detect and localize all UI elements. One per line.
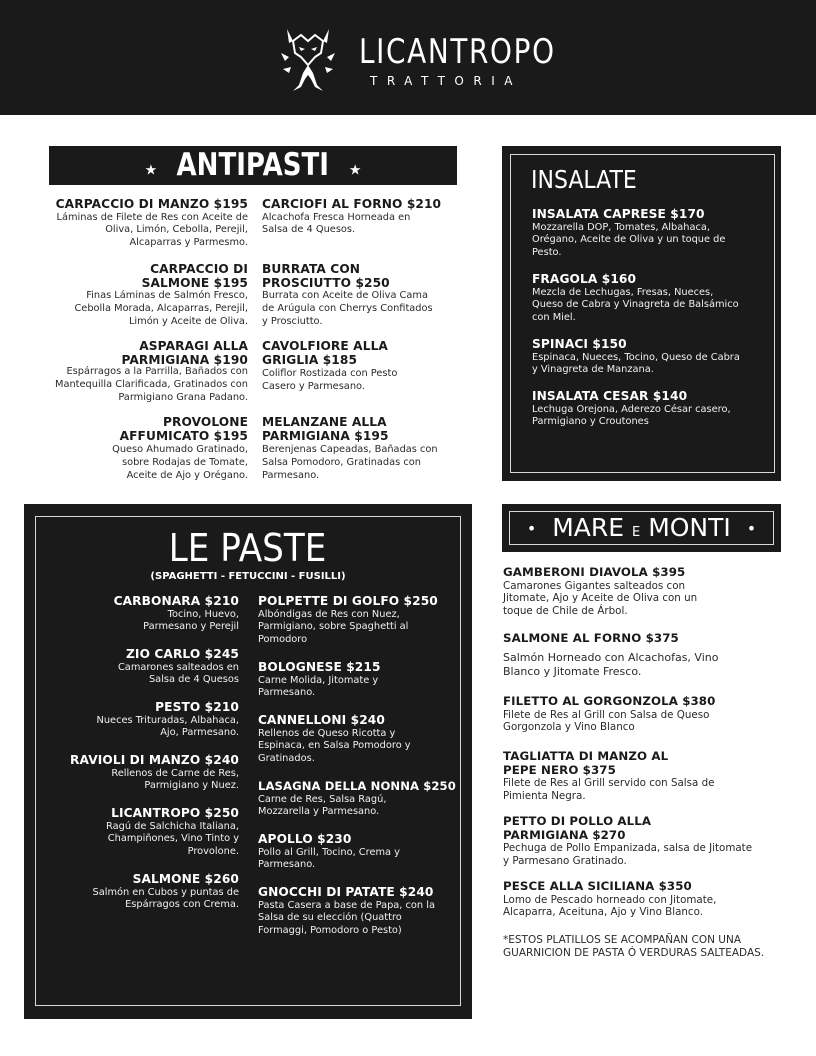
item-name: MELANZANE ALLA PARMIGIANA $195 [262, 415, 389, 443]
paste-title [0, 526, 496, 570]
item-desc: Coliflor Rostizada con Pesto Casero y Parmesano. [262, 368, 398, 392]
item-desc: Queso Ahumado Gratinado, sobre Rodajas de Tomate, Aceite de Ajo y Orégano. [112, 444, 248, 481]
item-name: FILETTO AL GORGONZOLA $380 [503, 694, 716, 708]
item-desc: Espárragos a la Parrilla, Bañados con Mantequilla Clarificada, Gratinados con Parmigiano Grana Padano. [55, 366, 248, 403]
item-name: PESTO $210 [155, 700, 239, 714]
item-name: INSALATA CESAR $140 [532, 389, 688, 403]
menu-item [503, 750, 758, 802]
item-desc: Filete de Res al Grill servido con Salsa de Pimienta Negra. [503, 777, 715, 802]
bullet-icon: • [746, 519, 757, 538]
menu-item [120, 340, 248, 367]
menu-item-desc [100, 444, 248, 482]
menu-item-desc [60, 290, 248, 328]
menu-item [258, 661, 448, 700]
menu-item [532, 390, 747, 429]
menu-item [503, 566, 743, 617]
item-desc: Pasta Casera a base de Papa, con la Salsa de su elección (Quattro Formaggi, Pomodoro o Pesto) [258, 899, 435, 937]
item-desc: Láminas de Filete de Res con Aceite de Oliva, Limón, Cebolla, Perejil, Alcaparras y Parmesmo. [56, 211, 248, 249]
item-desc: Mezcla de Lechugas, Fresas, Nueces, Queso de Cabra y Vinagreta de Balsámico con Miel. [532, 286, 739, 324]
item-name: RAVIOLI DI MANZO $240 [70, 753, 239, 767]
menu-item [60, 648, 239, 687]
item-name: CARCIOFI AL FORNO $210 [262, 197, 442, 211]
antipasti-title: ANTIPASTI [176, 147, 330, 183]
mare-title-b: MONTI [648, 513, 731, 542]
header-bar [0, 0, 816, 115]
menu-item [60, 701, 239, 740]
mare-title-e: E [632, 525, 641, 540]
item-desc: Berenjenas Capeadas, Bañadas con Salsa Pomodoro, Gratinadas con Parmesano. [262, 444, 438, 481]
item-desc: Nueces Trituradas, Albahaca, Ajo, Parmesano. [96, 714, 239, 739]
menu-item [503, 815, 758, 867]
item-desc: Camarones salteados en Salsa de 4 Quesos [117, 661, 239, 686]
menu-item [258, 714, 448, 766]
menu-item [60, 754, 239, 793]
item-name: TAGLIATTA DI MANZO AL PEPE NERO $375 [503, 749, 669, 777]
mare-monti-title [502, 509, 781, 552]
paste-title-text: LE PASTE [169, 526, 327, 570]
menu-item-desc [55, 366, 248, 404]
menu-item [262, 198, 452, 237]
item-desc: Salmón Horneado con Alcachofas, Vino Blanco y Jitomate Fresco. [503, 650, 719, 678]
item-name: PESCE ALLA SICILIANA $350 [503, 879, 692, 893]
menu-item [60, 873, 239, 912]
menu-item [532, 338, 747, 377]
item-desc: Mozzarella DOP, Tomates, Albahaca, Orégano, Aceite de Oliva y un toque de Pesto. [532, 221, 726, 259]
item-desc: Espinaca, Nueces, Tocino, Queso de Cabra y Vinagreta de Manzana. [532, 351, 740, 376]
menu-item [110, 416, 248, 443]
item-name: SPINACI $150 [532, 337, 627, 351]
menu-item [262, 263, 412, 290]
menu-item [503, 880, 763, 919]
item-name: CANNELLONI $240 [258, 713, 385, 727]
item-name: GAMBERONI DIAVOLA $395 [503, 565, 686, 579]
item-name: SALMONE AL FORNO $375 [503, 631, 679, 645]
item-name: APOLLO $230 [258, 832, 352, 846]
item-desc: Lechuga Orejona, Aderezo César casero, Parmigiano y Croutones [532, 403, 731, 428]
item-name: CARPACCIO DI SALMONE $195 [141, 262, 248, 290]
menu-item-desc [262, 368, 412, 394]
menu-item [120, 263, 248, 290]
wolf-icon [279, 27, 337, 93]
item-desc: Tocino, Huevo, Parmesano y Perejil [143, 608, 239, 633]
item-name: ZIO CARLO $245 [126, 647, 239, 661]
star-icon: ★ [144, 162, 158, 179]
item-desc: Camarones Gigantes salteados con Jitomate, Ajo y Aceite de Oliva con un toque de Chile de Árbol. [503, 579, 698, 617]
item-name: INSALATA CAPRESE $170 [532, 207, 705, 221]
menu-item [532, 208, 747, 260]
item-name: CARPACCIO DI MANZO $195 [55, 197, 248, 211]
item-desc: Filete de Res al Grill con Salsa de Queso Gorgonzola y Vino Blanco [503, 708, 710, 734]
item-desc: Ragú de Salchicha Italiana, Champiñones, Vino Tinto y Provolone. [106, 820, 239, 858]
item-desc: Carne de Res, Salsa Ragú, Mozzarella y Parmesano. [258, 793, 387, 818]
menu-item [503, 695, 758, 734]
item-name: BURRATA CON PROSCIUTTO $250 [262, 262, 390, 290]
item-desc: Burrata con Aceite de Oliva Cama de Arúgula con Cherrys Confitados y Prosciutto. [262, 290, 433, 327]
item-name: PETTO DI POLLO ALLA PARMIGIANA $270 [503, 814, 652, 842]
item-desc: Rellenos de Queso Ricotta y Espinaca, en Salsa Pomodoro y Gratinados. [258, 727, 411, 765]
item-desc: Lomo de Pescado horneado con Jitomate, Alcaparra, Aceituna, Ajo y Vino Blanco. [503, 893, 717, 919]
item-desc: Pollo al Grill, Tocino, Crema y Parmesano. [258, 846, 400, 871]
menu-item-desc [262, 290, 437, 328]
item-desc: Albóndigas de Res con Nuez, Parmigiano, sobre Spaghetti al Pomodoro [258, 608, 409, 646]
item-name: PROVOLONE AFFUMICATO $195 [119, 415, 248, 443]
item-desc: Pechuga de Pollo Empanizada, salsa de Jitomate y Parmesano Gratinado. [503, 842, 753, 867]
menu-item [258, 595, 448, 647]
item-desc: Salmón en Cubos y puntas de Espárragos con Crema. [92, 886, 239, 911]
item-name: POLPETTE DI GOLFO $250 [258, 594, 438, 608]
side-dish-note: *ESTOS PLATILLOS SE ACOMPAÑAN CON UNA GUARNICION DE PASTA Ó VERDURAS SALTEADAS. [503, 934, 765, 959]
menu-item-desc [262, 444, 442, 482]
antipasti-header [49, 146, 457, 185]
item-name: LASAGNA DELLA NONNA $250 [258, 779, 456, 793]
menu-item [60, 595, 239, 634]
menu-item [262, 416, 442, 443]
item-name: BOLOGNESE $215 [258, 660, 381, 674]
bullet-icon: • [526, 519, 537, 538]
menu-item [258, 780, 458, 819]
menu-item [60, 807, 239, 859]
menu-item [258, 886, 448, 938]
item-desc: Finas Láminas de Salmón Fresco, Cebolla Morada, Alcaparras, Perejil, Limón y Aceite de Oliva. [74, 290, 248, 327]
item-name: CARBONARA $210 [113, 594, 239, 608]
item-desc: Rellenos de Carne de Res, Parmigiano y Nuez. [111, 767, 239, 792]
menu-item [258, 833, 448, 872]
item-name: SALMONE $260 [132, 872, 239, 886]
paste-subtitle: (SPAGHETTI - FETUCCINI - FUSILLI) [150, 571, 346, 582]
item-name: CAVOLFIORE ALLA GRIGLIA $185 [262, 339, 388, 367]
star-icon: ★ [348, 162, 362, 179]
menu-item [262, 340, 412, 367]
item-name: GNOCCHI DI PATATE $240 [258, 885, 434, 899]
brand-subtitle: TRATTORIA [370, 74, 522, 88]
item-name: ASPARAGI ALLA PARMIGIANA $190 [121, 339, 248, 367]
mare-title-a: MARE [552, 513, 625, 542]
item-desc: Alcachofa Fresca Horneada en Salsa de 4 Quesos. [262, 211, 411, 236]
menu-item [503, 632, 758, 679]
menu-item [532, 273, 747, 325]
brand-name: LICANTROPO [359, 32, 556, 72]
item-name: FRAGOLA $160 [532, 272, 637, 286]
insalate-title: INSALATE [531, 165, 637, 194]
item-desc: Carne Molida, Jitomate y Parmesano. [258, 674, 379, 699]
item-name: LICANTROPO $250 [111, 806, 239, 820]
menu-item [50, 198, 248, 250]
